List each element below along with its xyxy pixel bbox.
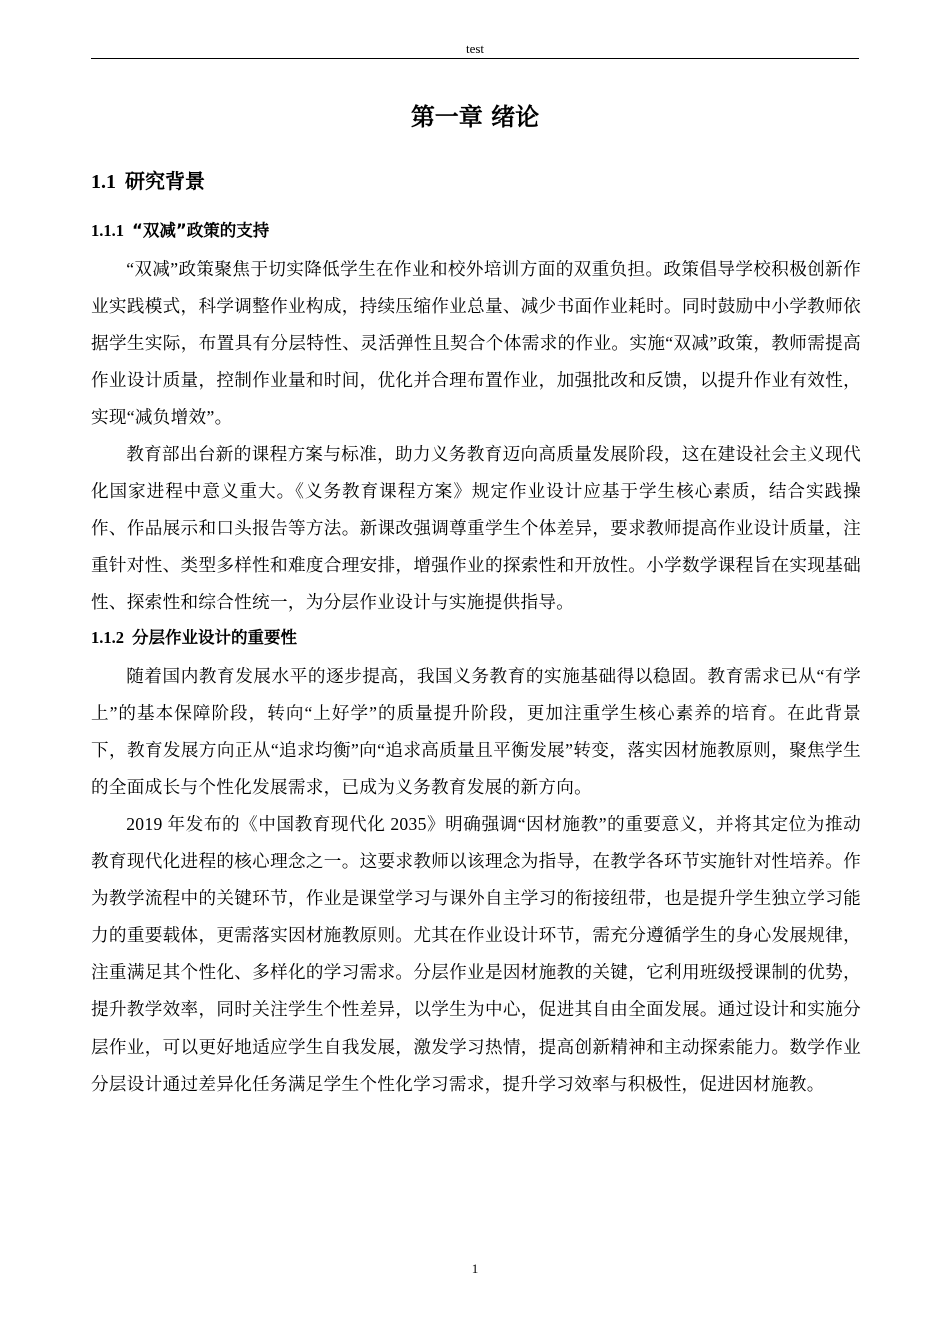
- section-number: 1.1: [91, 171, 116, 193]
- subsection-heading: [91, 625, 297, 651]
- body-paragraph: 2019 年发布的《中国教育现代化 2035》明确强调“因材施教”的重要意义，并将其定位为推动教育现代化进程的核心理念之一。这要求教师以该理念为指导，在教学各环节实施针对性培养。作为教学流程中的关键环节，作业是课堂学习与课外自主学习的衔接纽带，也是提升学生独立学习能力的重要载体，更需落实因材施教原则。尤其在作业设计环节，需充分遵循学生的身心发展规律，注重满足其个性化、多样化的学习需求。分层作业是因材施教的关键，它利用班级授课制的优势，提升教学效率，同时关注学生个性差异，以学生为中心，促进其自由全面发展。通过设计和实施分层作业，可以更好地适应学生自我发展，激发学习热情，提高创新精神和主动探索能力。数学作业分层设计通过差异化任务满足学生个性化学习需求，提升学习效率与积极性，促进因材施教。: [91, 814, 861, 1094]
- subsection-title: “双减”政策的支持: [132, 221, 270, 240]
- running-header: test: [465, 41, 485, 56]
- body-paragraph: 随着国内教育发展水平的逐步提高，我国义务教育的实施基础得以稳固。教育需求已从“有学上”的基本保障阶段，转向“上好学”的质量提升阶段，更加注重学生核心素养的培育。在此背景下，教育发展方向正从“追求均衡”向“追求高质量且平衡发展”转变，落实因材施教原则，聚焦学生的全面成长与个性化发展需求，已成为义务教育发展的新方向。: [91, 666, 861, 798]
- subsection-title: 分层作业设计的重要性: [132, 628, 297, 647]
- subsection-heading: [91, 218, 269, 244]
- header-divider: [91, 58, 859, 59]
- body-paragraph: 教育部出台新的课程方案与标准，助力义务教育迈向高质量发展阶段，这在建设社会主义现代化国家进程中意义重大。《义务教育课程方案》规定作业设计应基于学生核心素质，结合实践操作、作品展示和口头报告等方法。新课改强调尊重学生个体差异，要求教师提高作业设计质量，注重针对性、类型多样性和难度合理安排，增强作业的探索性和开放性。小学数学课程旨在实现基础性、探索性和综合性统一，为分层作业设计与实施提供指导。: [91, 444, 861, 613]
- body-paragraph: “双减”政策聚焦于切实降低学生在作业和校外培训方面的双重负担。政策倡导学校积极创新作业实践模式，科学调整作业构成，持续压缩作业总量、减少书面作业耗时。同时鼓励中小学教师依据学生实际，布置具有分层特性、灵活弹性且契合个体需求的作业。实施“双减”政策，教师需提高作业设计质量，控制作业量和时间，优化并合理布置作业，加强批改和反馈，以提升作业有效性，实现“减负增效”。: [91, 259, 861, 428]
- section-heading: [91, 166, 205, 197]
- subsection-number: 1.1.2: [91, 628, 124, 647]
- subsection-number: 1.1.1: [91, 221, 124, 240]
- page-number: 1: [471, 1261, 479, 1276]
- chapter-title: 第一章 绪论: [410, 103, 540, 131]
- section-title: 研究背景: [125, 169, 205, 193]
